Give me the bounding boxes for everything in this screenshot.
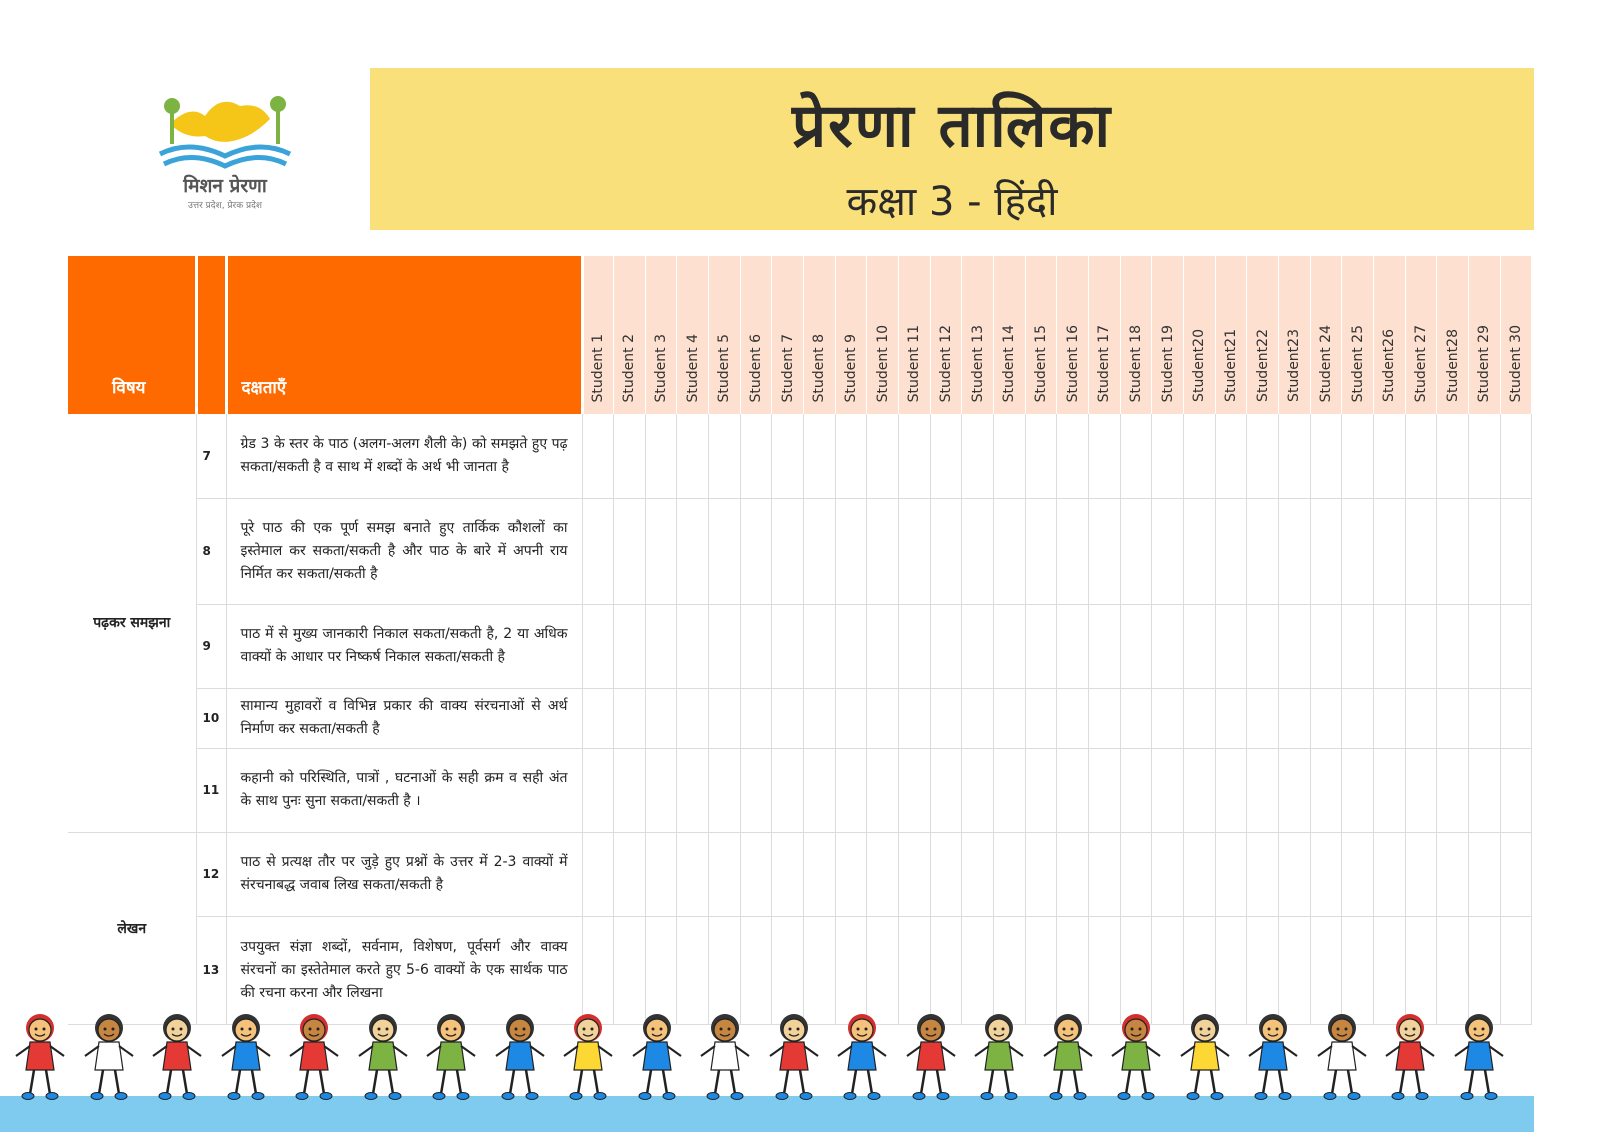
student-mark-cell[interactable]: [614, 414, 646, 498]
student-mark-cell[interactable]: [962, 916, 994, 1024]
student-mark-cell[interactable]: [1057, 604, 1089, 688]
child-illustration-icon: [1384, 1012, 1436, 1104]
student-mark-cell[interactable]: [1405, 748, 1437, 832]
student-mark-cell[interactable]: [1342, 414, 1374, 498]
student-mark-cell[interactable]: [1373, 748, 1405, 832]
student-mark-cell[interactable]: [1089, 414, 1121, 498]
student-mark-cell[interactable]: [645, 688, 677, 748]
student-mark-cell[interactable]: [804, 604, 836, 688]
child-illustration-icon: [425, 1012, 477, 1104]
child-illustration-icon: [699, 1012, 751, 1104]
student-mark-cell[interactable]: [835, 688, 867, 748]
student-mark-cell[interactable]: [1468, 604, 1500, 688]
student-mark-cell[interactable]: [1310, 688, 1342, 748]
student-mark-cell[interactable]: [677, 916, 709, 1024]
student-mark-cell[interactable]: [582, 688, 614, 748]
student-column-header: Student 19: [1152, 256, 1184, 414]
student-column-header: Student 25: [1342, 256, 1374, 414]
competency-number: 13: [196, 916, 226, 1024]
student-mark-cell[interactable]: [645, 748, 677, 832]
student-mark-cell[interactable]: [1373, 498, 1405, 604]
student-mark-cell[interactable]: [1025, 832, 1057, 916]
student-mark-cell[interactable]: [772, 748, 804, 832]
page-subtitle: कक्षा 3 - हिंदी: [846, 179, 1058, 225]
student-mark-cell[interactable]: [1500, 916, 1532, 1024]
student-mark-cell[interactable]: [1342, 832, 1374, 916]
student-column-header: Student 5: [709, 256, 741, 414]
student-mark-cell[interactable]: [677, 414, 709, 498]
student-mark-cell[interactable]: [772, 916, 804, 1024]
student-mark-cell[interactable]: [709, 688, 741, 748]
student-mark-cell[interactable]: [614, 832, 646, 916]
student-mark-cell[interactable]: [582, 414, 614, 498]
child-illustration-icon: [631, 1012, 683, 1104]
student-column-header: Student 9: [835, 256, 867, 414]
student-mark-cell[interactable]: [1025, 916, 1057, 1024]
student-column-header: Student 11: [899, 256, 931, 414]
student-column-header: Student 8: [804, 256, 836, 414]
student-mark-cell[interactable]: [1215, 414, 1247, 498]
student-mark-cell[interactable]: [582, 604, 614, 688]
student-mark-cell[interactable]: [582, 498, 614, 604]
student-mark-cell[interactable]: [645, 498, 677, 604]
child-illustration-icon: [83, 1012, 135, 1104]
student-mark-cell[interactable]: [1120, 414, 1152, 498]
student-column-header: Student 12: [930, 256, 962, 414]
student-mark-cell[interactable]: [677, 498, 709, 604]
student-mark-cell[interactable]: [994, 748, 1026, 832]
student-column-header: Student 4: [677, 256, 709, 414]
student-column-header: Student26: [1373, 256, 1405, 414]
student-mark-cell[interactable]: [1215, 498, 1247, 604]
student-mark-cell[interactable]: [1089, 498, 1121, 604]
child-illustration-icon: [905, 1012, 957, 1104]
student-mark-cell[interactable]: [1215, 832, 1247, 916]
student-mark-cell[interactable]: [1247, 832, 1279, 916]
student-mark-cell[interactable]: [1373, 688, 1405, 748]
student-mark-cell[interactable]: [1500, 688, 1532, 748]
competency-text: उपयुक्त संज्ञा शब्दों, सर्वनाम, विशेषण, पूर्वसर्ग और वाक्य संरचनों का इस्तेतेमाल करते हुए 5-6 वाक्यों के एक सार्थक पाठ की रचना करना और लिखना: [226, 916, 582, 1024]
student-mark-cell[interactable]: [1278, 916, 1310, 1024]
student-mark-cell[interactable]: [1310, 916, 1342, 1024]
header-number: [196, 256, 226, 414]
student-mark-cell[interactable]: [1215, 916, 1247, 1024]
student-mark-cell[interactable]: [1183, 414, 1215, 498]
student-mark-cell[interactable]: [1025, 498, 1057, 604]
student-mark-cell[interactable]: [804, 832, 836, 916]
student-mark-cell[interactable]: [1057, 916, 1089, 1024]
child-illustration-icon: [562, 1012, 614, 1104]
student-mark-cell[interactable]: [1468, 414, 1500, 498]
student-mark-cell[interactable]: [1437, 748, 1469, 832]
student-mark-cell[interactable]: [1310, 604, 1342, 688]
student-mark-cell[interactable]: [1215, 748, 1247, 832]
student-mark-cell[interactable]: [1468, 688, 1500, 748]
student-mark-cell[interactable]: [804, 688, 836, 748]
student-mark-cell[interactable]: [1405, 688, 1437, 748]
student-mark-cell[interactable]: [1183, 604, 1215, 688]
student-mark-cell[interactable]: [1089, 916, 1121, 1024]
student-mark-cell[interactable]: [1342, 748, 1374, 832]
student-mark-cell[interactable]: [1278, 832, 1310, 916]
student-mark-cell[interactable]: [1437, 688, 1469, 748]
student-mark-cell[interactable]: [1120, 832, 1152, 916]
student-mark-cell[interactable]: [1468, 748, 1500, 832]
student-mark-cell[interactable]: [1152, 748, 1184, 832]
student-mark-cell[interactable]: [1247, 414, 1279, 498]
student-column-header: Student 17: [1089, 256, 1121, 414]
student-mark-cell[interactable]: [645, 916, 677, 1024]
student-mark-cell[interactable]: [1310, 748, 1342, 832]
student-mark-cell[interactable]: [677, 832, 709, 916]
student-mark-cell[interactable]: [962, 748, 994, 832]
student-mark-cell[interactable]: [1278, 688, 1310, 748]
student-mark-cell[interactable]: [962, 414, 994, 498]
student-mark-cell[interactable]: [1089, 748, 1121, 832]
student-mark-cell[interactable]: [1278, 414, 1310, 498]
student-mark-cell[interactable]: [645, 414, 677, 498]
student-column-header: Student 16: [1057, 256, 1089, 414]
student-mark-cell[interactable]: [899, 498, 931, 604]
competency-text: ग्रेड 3 के स्तर के पाठ (अलग-अलग शैली के) को समझते हुए पढ़ सकता/सकती है व साथ में शब्दों के अर्थ भी जानता है: [226, 414, 582, 498]
student-mark-cell[interactable]: [994, 688, 1026, 748]
student-mark-cell[interactable]: [1437, 832, 1469, 916]
student-mark-cell[interactable]: [1437, 498, 1469, 604]
student-mark-cell[interactable]: [930, 916, 962, 1024]
child-illustration-icon: [1247, 1012, 1299, 1104]
student-mark-cell[interactable]: [899, 688, 931, 748]
student-mark-cell[interactable]: [1057, 688, 1089, 748]
title-banner: [370, 68, 1534, 230]
student-mark-cell[interactable]: [677, 604, 709, 688]
competency-row: [68, 604, 1532, 688]
student-column-header: Student20: [1183, 256, 1215, 414]
student-mark-cell[interactable]: [1152, 414, 1184, 498]
student-mark-cell[interactable]: [899, 604, 931, 688]
competency-text: सामान्य मुहावरों व विभिन्न प्रकार की वाक्य संरचनाओं से अर्थ निर्माण कर सकता/सकती है: [226, 688, 582, 748]
student-column-header: Student28: [1437, 256, 1469, 414]
student-mark-cell[interactable]: [772, 604, 804, 688]
student-mark-cell[interactable]: [930, 748, 962, 832]
student-mark-cell[interactable]: [1025, 414, 1057, 498]
student-mark-cell[interactable]: [1405, 832, 1437, 916]
student-mark-cell[interactable]: [1342, 688, 1374, 748]
student-mark-cell[interactable]: [740, 748, 772, 832]
student-mark-cell[interactable]: [1373, 414, 1405, 498]
student-mark-cell[interactable]: [772, 832, 804, 916]
student-mark-cell[interactable]: [1057, 498, 1089, 604]
student-mark-cell[interactable]: [962, 604, 994, 688]
student-mark-cell[interactable]: [1120, 748, 1152, 832]
student-mark-cell[interactable]: [709, 604, 741, 688]
student-mark-cell[interactable]: [1373, 604, 1405, 688]
student-column-header: Student 6: [740, 256, 772, 414]
student-mark-cell[interactable]: [1025, 688, 1057, 748]
competency-number: 11: [196, 748, 226, 832]
student-mark-cell[interactable]: [1025, 604, 1057, 688]
kids-footer-decoration: [0, 1012, 1534, 1132]
student-mark-cell[interactable]: [1500, 498, 1532, 604]
student-column-header: Student23: [1278, 256, 1310, 414]
student-mark-cell[interactable]: [614, 688, 646, 748]
student-mark-cell[interactable]: [1120, 688, 1152, 748]
student-mark-cell[interactable]: [1437, 604, 1469, 688]
student-mark-cell[interactable]: [1500, 604, 1532, 688]
student-mark-cell[interactable]: [1120, 498, 1152, 604]
logo-title: मिशन प्रेरणा: [183, 175, 267, 197]
student-mark-cell[interactable]: [582, 832, 614, 916]
student-mark-cell[interactable]: [740, 832, 772, 916]
logo-subtitle: उत्तर प्रदेश, प्रेरक प्रदेश: [187, 201, 263, 211]
student-mark-cell[interactable]: [1025, 748, 1057, 832]
student-mark-cell[interactable]: [1405, 916, 1437, 1024]
child-illustration-icon: [768, 1012, 820, 1104]
student-mark-cell[interactable]: [899, 414, 931, 498]
student-mark-cell[interactable]: [1152, 498, 1184, 604]
student-mark-cell[interactable]: [994, 414, 1026, 498]
student-mark-cell[interactable]: [1120, 916, 1152, 1024]
student-mark-cell[interactable]: [930, 604, 962, 688]
student-column-header: Student 30: [1500, 256, 1532, 414]
student-mark-cell[interactable]: [740, 688, 772, 748]
assessment-table: [68, 256, 1532, 1025]
student-mark-cell[interactable]: [1247, 748, 1279, 832]
student-mark-cell[interactable]: [1437, 414, 1469, 498]
student-mark-cell[interactable]: [930, 688, 962, 748]
competency-row: [68, 498, 1532, 604]
student-mark-cell[interactable]: [1057, 414, 1089, 498]
student-mark-cell[interactable]: [1373, 916, 1405, 1024]
student-mark-cell[interactable]: [645, 832, 677, 916]
student-mark-cell[interactable]: [835, 498, 867, 604]
header-subject: विषय: [68, 256, 196, 414]
child-illustration-icon: [357, 1012, 409, 1104]
student-mark-cell[interactable]: [1089, 832, 1121, 916]
child-illustration-icon: [1316, 1012, 1368, 1104]
student-mark-cell[interactable]: [899, 832, 931, 916]
child-illustration-icon: [494, 1012, 546, 1104]
student-mark-cell[interactable]: [709, 498, 741, 604]
student-mark-cell[interactable]: [867, 604, 899, 688]
student-mark-cell[interactable]: [677, 748, 709, 832]
student-column-header: Student 2: [614, 256, 646, 414]
student-mark-cell[interactable]: [1278, 604, 1310, 688]
student-mark-cell[interactable]: [994, 604, 1026, 688]
student-mark-cell[interactable]: [804, 498, 836, 604]
student-mark-cell[interactable]: [1089, 604, 1121, 688]
student-mark-cell[interactable]: [740, 916, 772, 1024]
student-mark-cell[interactable]: [1089, 688, 1121, 748]
student-mark-cell[interactable]: [867, 748, 899, 832]
student-mark-cell[interactable]: [1342, 604, 1374, 688]
competency-number: 7: [196, 414, 226, 498]
student-mark-cell[interactable]: [994, 916, 1026, 1024]
student-column-header: Student 18: [1120, 256, 1152, 414]
student-mark-cell[interactable]: [867, 688, 899, 748]
student-mark-cell[interactable]: [709, 832, 741, 916]
student-mark-cell[interactable]: [994, 498, 1026, 604]
student-mark-cell[interactable]: [867, 832, 899, 916]
student-mark-cell[interactable]: [835, 414, 867, 498]
competency-row: [68, 916, 1532, 1024]
student-mark-cell[interactable]: [804, 748, 836, 832]
student-mark-cell[interactable]: [930, 832, 962, 916]
student-mark-cell[interactable]: [677, 688, 709, 748]
child-illustration-icon: [1179, 1012, 1231, 1104]
student-mark-cell[interactable]: [1247, 604, 1279, 688]
competency-text: पूरे पाठ की एक पूर्ण समझ बनाते हुए तार्किक कौशलों का इस्तेमाल कर सकता/सकती है और पाठ के बारे में अपनी राय निर्मित कर सकता/सकती है: [226, 498, 582, 604]
student-mark-cell[interactable]: [899, 916, 931, 1024]
student-mark-cell[interactable]: [772, 688, 804, 748]
competency-row: [68, 748, 1532, 832]
student-column-header: Student 1: [582, 256, 614, 414]
student-mark-cell[interactable]: [1183, 748, 1215, 832]
student-column-header: Student 3: [645, 256, 677, 414]
competency-row: [68, 688, 1532, 748]
child-illustration-icon: [1042, 1012, 1094, 1104]
student-mark-cell[interactable]: [867, 498, 899, 604]
student-mark-cell[interactable]: [962, 832, 994, 916]
student-mark-cell[interactable]: [1183, 916, 1215, 1024]
student-mark-cell[interactable]: [1247, 688, 1279, 748]
competency-number: 10: [196, 688, 226, 748]
student-mark-cell[interactable]: [1247, 916, 1279, 1024]
student-mark-cell[interactable]: [962, 688, 994, 748]
student-mark-cell[interactable]: [1405, 414, 1437, 498]
competency-number: 9: [196, 604, 226, 688]
logo-graphic-icon: [150, 84, 300, 174]
student-mark-cell[interactable]: [1057, 832, 1089, 916]
student-mark-cell[interactable]: [1405, 604, 1437, 688]
student-mark-cell[interactable]: [1310, 498, 1342, 604]
student-mark-cell[interactable]: [1342, 916, 1374, 1024]
student-mark-cell[interactable]: [1183, 498, 1215, 604]
competency-text: पाठ में से मुख्य जानकारी निकाल सकता/सकती है, 2 या अधिक वाक्यों के आधार पर निष्कर्ष निकाल सकता/सकती है: [226, 604, 582, 688]
student-mark-cell[interactable]: [740, 414, 772, 498]
competency-row: [68, 832, 1532, 916]
student-mark-cell[interactable]: [1152, 604, 1184, 688]
child-illustration-icon: [14, 1012, 66, 1104]
student-mark-cell[interactable]: [1057, 748, 1089, 832]
student-mark-cell[interactable]: [1152, 832, 1184, 916]
student-mark-cell[interactable]: [1500, 832, 1532, 916]
student-mark-cell[interactable]: [740, 604, 772, 688]
student-mark-cell[interactable]: [1342, 498, 1374, 604]
student-mark-cell[interactable]: [804, 916, 836, 1024]
student-mark-cell[interactable]: [930, 414, 962, 498]
student-mark-cell[interactable]: [1215, 688, 1247, 748]
student-mark-cell[interactable]: [614, 916, 646, 1024]
student-column-header: Student 10: [867, 256, 899, 414]
competency-text: कहानी को परिस्थिति, पात्रों , घटनाओं के सही क्रम व सही अंत के साथ पुनः सुना सकता/सकती है ।: [226, 748, 582, 832]
student-column-header: Student 27: [1405, 256, 1437, 414]
mission-prerna-logo: [140, 84, 310, 224]
child-illustration-icon: [836, 1012, 888, 1104]
student-mark-cell[interactable]: [962, 498, 994, 604]
child-illustration-icon: [1110, 1012, 1162, 1104]
student-mark-cell[interactable]: [1437, 916, 1469, 1024]
header-competency: दक्षताएँ: [226, 256, 582, 414]
student-mark-cell[interactable]: [899, 748, 931, 832]
student-mark-cell[interactable]: [1278, 498, 1310, 604]
student-column-header: Student 7: [772, 256, 804, 414]
student-mark-cell[interactable]: [1405, 498, 1437, 604]
student-mark-cell[interactable]: [1310, 414, 1342, 498]
student-mark-cell[interactable]: [1120, 604, 1152, 688]
student-mark-cell[interactable]: [835, 748, 867, 832]
student-column-header: Student 29: [1468, 256, 1500, 414]
student-mark-cell[interactable]: [930, 498, 962, 604]
child-illustration-icon: [220, 1012, 272, 1104]
student-mark-cell[interactable]: [835, 604, 867, 688]
page-title: प्रेरणा तालिका: [791, 91, 1113, 161]
student-mark-cell[interactable]: [709, 748, 741, 832]
student-mark-cell[interactable]: [1152, 916, 1184, 1024]
student-mark-cell[interactable]: [867, 414, 899, 498]
student-mark-cell[interactable]: [1500, 414, 1532, 498]
competency-number: 12: [196, 832, 226, 916]
child-illustration-icon: [973, 1012, 1025, 1104]
student-column-header: Student 14: [994, 256, 1026, 414]
student-mark-cell[interactable]: [804, 414, 836, 498]
student-mark-cell[interactable]: [709, 414, 741, 498]
student-mark-cell[interactable]: [709, 916, 741, 1024]
student-mark-cell[interactable]: [1183, 688, 1215, 748]
child-illustration-icon: [288, 1012, 340, 1104]
student-mark-cell[interactable]: [772, 498, 804, 604]
subject-cell: लेखन: [68, 832, 196, 1024]
student-column-header: Student21: [1215, 256, 1247, 414]
student-mark-cell[interactable]: [1215, 604, 1247, 688]
student-mark-cell[interactable]: [1468, 832, 1500, 916]
competency-row: [68, 414, 1532, 498]
student-mark-cell[interactable]: [1278, 748, 1310, 832]
subject-cell: पढ़कर समझना: [68, 414, 196, 832]
student-mark-cell[interactable]: [1183, 832, 1215, 916]
student-mark-cell[interactable]: [1500, 748, 1532, 832]
student-column-header: Student22: [1247, 256, 1279, 414]
student-mark-cell[interactable]: [1310, 832, 1342, 916]
student-column-header: Student 15: [1025, 256, 1057, 414]
student-mark-cell[interactable]: [614, 604, 646, 688]
competency-text: पाठ से प्रत्यक्ष तौर पर जुड़े हुए प्रश्नों के उत्तर में 2-3 वाक्यों में संरचनाबद्ध जवाब लिख सकता/सकती है: [226, 832, 582, 916]
student-mark-cell[interactable]: [1247, 498, 1279, 604]
competency-number: 8: [196, 498, 226, 604]
student-mark-cell[interactable]: [994, 832, 1026, 916]
student-mark-cell[interactable]: [835, 916, 867, 1024]
student-mark-cell[interactable]: [1468, 916, 1500, 1024]
student-mark-cell[interactable]: [740, 498, 772, 604]
student-mark-cell[interactable]: [645, 604, 677, 688]
student-column-header: Student 13: [962, 256, 994, 414]
student-mark-cell[interactable]: [614, 498, 646, 604]
student-mark-cell[interactable]: [582, 916, 614, 1024]
student-mark-cell[interactable]: [582, 748, 614, 832]
student-mark-cell[interactable]: [1373, 832, 1405, 916]
student-mark-cell[interactable]: [867, 916, 899, 1024]
student-mark-cell[interactable]: [1152, 688, 1184, 748]
student-mark-cell[interactable]: [772, 414, 804, 498]
student-mark-cell[interactable]: [835, 832, 867, 916]
child-illustration-icon: [1453, 1012, 1505, 1104]
student-column-header: Student 24: [1310, 256, 1342, 414]
student-mark-cell[interactable]: [1468, 498, 1500, 604]
child-illustration-icon: [151, 1012, 203, 1104]
student-mark-cell[interactable]: [614, 748, 646, 832]
